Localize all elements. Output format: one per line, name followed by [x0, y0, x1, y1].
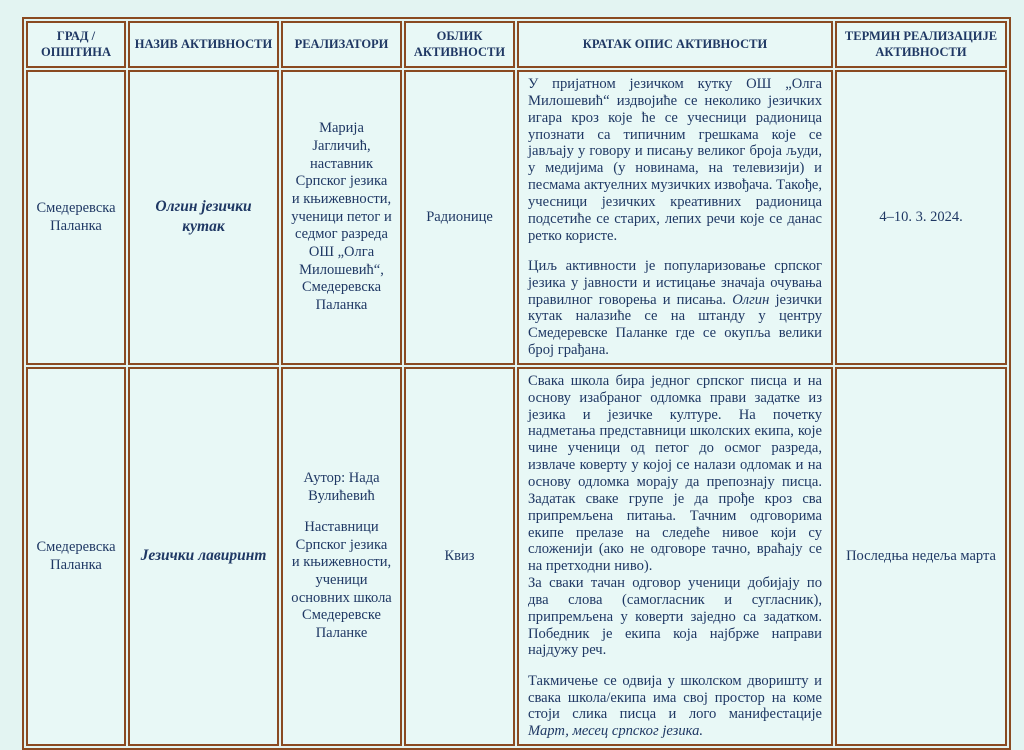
header-cell-activity-name: НАЗИВ АКТИВНОСТИ	[128, 21, 279, 68]
paragraph: Марија Јагличић, наставник Српског језика и књижевности, ученици петог и седмог разреда ОШ „Олга Милошевић“, Смедеревска Паланка	[291, 120, 392, 314]
paragraph: Свака школа бира једног српског писца и на основу изабраног одломка прави задатке из језика и језичке културе. На почетку надметања представници школских екипа, које чине ученици од петог до осмог разреда, извлаче коверту у којој се налази одломак и на основу одломка морају да препознају писца. Задатак сваке групе је да прође кроз сва припремљена питања. Тачним одговорима екипе прелазе на следеће нивое који су сложенији (ако не одговоре тачно, враћају се на претходни ниво).	[528, 372, 822, 575]
activities-table	[22, 17, 1011, 750]
cell-term: Последња недеља марта	[835, 367, 1007, 746]
paragraph: Циљ активности је популаризовање српског језика у јавности и истицање значаја очувања правилног говорења и писања. Олгин језички кутак налазиће се на штанду у центру Смедеревске Паланке где се окупља велики број грађана.	[528, 257, 822, 359]
paragraph: За сваки тачан одговор ученици добијају по два слова (самогласник и сугласник), припремљена у коверти заједно са задатком. Победник је екипа која најбрже направи најдужу реч.	[528, 575, 822, 659]
cell-form: Квиз	[404, 367, 515, 746]
cell-activity-name: Језички лавиринт	[128, 367, 279, 746]
header-row	[26, 21, 1007, 68]
cell-activity-name: Олгин језички кутак	[128, 70, 279, 365]
cell-city: Смедеревска Паланка	[26, 367, 126, 746]
cell-description	[517, 367, 833, 746]
cell-realizers	[281, 70, 402, 365]
table-row	[26, 70, 1007, 365]
header-cell-city: ГРАД / ОПШТИНА	[26, 21, 126, 68]
header-cell-form: ОБЛИК АКТИВНОСТИ	[404, 21, 515, 68]
header-cell-description: КРАТАК ОПИС АКТИВНОСТИ	[517, 21, 833, 68]
paragraph: Такмичење се одвија у школском дворишту и свака школа/екипа има свој простор на коме стоји слика писца и лого манифестације Март, месец српског језика.	[528, 672, 822, 740]
table-header	[26, 21, 1007, 68]
cell-description	[517, 70, 833, 365]
cell-city: Смедеревска Паланка	[26, 70, 126, 365]
cell-form: Радионице	[404, 70, 515, 365]
header-cell-realizers: РЕАЛИЗАТОРИ	[281, 21, 402, 68]
paragraph: Наставници Српског језика и књижевности, ученици основних школа Смедеревске Паланке	[291, 518, 392, 642]
paragraph: У пријатном језичком кутку ОШ „Олга Милошевић“ издвојиће се неколико језичких игара кроз које ће се учесници радионица упознати са типичним грешкама које се јављају у говору и писању великог броја људи, у медијима (у новинама, на телевизији) и песмама актуелних музичких извођача. Такође, учесници језичких креативних радионица подсетиће се старих, лепих речи које се данас ретко користе.	[528, 76, 822, 244]
header-cell-term: ТЕРМИН РЕАЛИЗАЦИЈЕ АКТИВНОСТИ	[835, 21, 1007, 68]
paragraph: Аутор: Нада Вулићевић	[303, 470, 380, 504]
table-row	[26, 367, 1007, 746]
cell-realizers	[281, 367, 402, 746]
cell-term: 4–10. 3. 2024.	[835, 70, 1007, 365]
